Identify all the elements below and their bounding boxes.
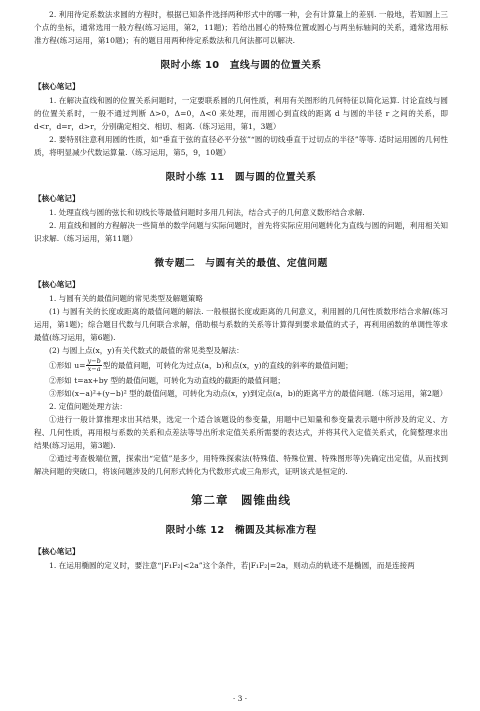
section11-paragraph-1: 1. 处理直线与圆的弦长和切线长等最值问题时多用几何法，结合式子的几何意义数形结合求解. xyxy=(49,208,365,217)
micro-topic-paragraph-3: (2) 与圆上点(x，y)有关代数式的最值的常见类型及解法： xyxy=(49,346,244,355)
page-content xyxy=(34,8,448,572)
fraction-numerator: y−b xyxy=(87,357,101,365)
paragraph-intro: 2. 利用待定系数法求圆的方程时，根据已知条件选择两种形式中的哪一种，会有计算量上的差别. 一般地，若知圆上三个点的坐标，通常选用一般方程(练习运用，第2，11题)；若给出圆心的特殊位置或圆心与两坐标轴间的关系，通常选用标准方程(练习运用，第10题)；有的题目用两种待定系数法和几何法都可以解决. xyxy=(34,10,448,45)
micro-topic-title: 微专题二 与圆有关的最值、定值问题 xyxy=(154,258,328,269)
formula-slope-type xyxy=(34,357,448,374)
micro-topic-paragraph-1: 1. 与圆有关的最值问题的常见类型及解题策略 xyxy=(49,294,203,303)
formula-intercept-type: ②形如 t=ax+by 型的最值问题，可转化为动直线的截距的最值问题； xyxy=(49,376,286,385)
core-note-label: 【核心笔记】 xyxy=(34,82,80,91)
section-title-10: 限时小练 10 直线与圆的位置关系 xyxy=(160,60,322,71)
micro-topic-paragraph-5: ①进行一般计算推理求出其结果，选定一个适合该题设的参变量，用题中已知量和参变量表示题中所涉及的定义、方程、几何性质，再用根与系数的关系和点差法等导出所求定值关系所需要的表达式，并将其代入定值关系式，化简整理求出结果(练习运用，第3题). xyxy=(34,415,448,450)
section-title-12: 限时小练 12 椭圆及其标准方程 xyxy=(165,525,317,536)
fraction xyxy=(86,358,101,373)
formula-suffix: 型的最值问题，可转化为过点(a，b)和点(x，y)的直线的斜率的最值问题； xyxy=(102,361,353,370)
page-number: · 3 · xyxy=(232,694,248,703)
core-note-label: 【核心笔记】 xyxy=(34,194,80,203)
chapter-title: 第二章 圆锥曲线 xyxy=(191,493,291,507)
section10-paragraph-1: 1. 在解决直线和圆的位置关系问题时，一定要联系圆的几何性质，利用有关图形的几何特征以简化运算. 讨论直线与圆的位置关系时，一般不通过判断 Δ>0，Δ=0，Δ<0 来处理，而用圆心到直线的距离 d 与圆的半径 r 之间的关系，即 d<r，d=r，d>r，分别确定相交、相切、相离.（练习运用，第1，3题） xyxy=(34,96,448,131)
core-note-label: 【核心笔记】 xyxy=(34,547,80,556)
fraction-denominator: x−a xyxy=(87,365,101,373)
micro-topic-paragraph-2: (1) 与圆有关的长度或距离的最值问题的解法. 一般根据长度或距离的几何意义，利用圆的几何性质数形结合求解(练习运用，第1题)；综合题目代数与几何联合求解，借助根与系数的关系等计算得到要求最值的式子，再利用函数的单调性等求最值(练习运用，第6题). xyxy=(34,307,448,342)
micro-topic-paragraph-6: ②通过考查极端位置，探索出“定值”是多少，用特殊探索法(特殊值、特殊位置、特殊图形等)先确定出定值，从而找到解决问题的突破口，将该问题涉及的几何形式转化为代数形式或三角形式，证明该式是恒定的. xyxy=(34,454,448,476)
section10-paragraph-2: 2. 要特别注意利用圆的性质，如“垂直于弦的直径必平分弦”“圆的切线垂直于过切点的半径”等等. 适时运用圆的几何性质，将明显减少代数运算量.（练习运用，第5，9，10题） xyxy=(34,135,448,157)
core-note-label: 【核心笔记】 xyxy=(34,280,80,289)
section11-paragraph-2: 2. 用直线和圆的方程解决一些简单的数学问题与实际问题时，首先将实际应用问题转化为直线与圆的问题，利用相关知识求解.（练习运用，第11题） xyxy=(34,221,448,243)
section12-paragraph-1: 1. 在运用椭圆的定义时，要注意“|F₁F₂|<2a”这个条件，若|F₁F₂|=2a，则动点的轨迹不是椭圆，而是连接两 xyxy=(49,561,415,570)
formula-prefix: ①形如 u= xyxy=(49,361,86,370)
micro-topic-paragraph-4: 2. 定值问题处理方法： xyxy=(49,402,128,411)
section-title-11: 限时小练 11 圆与圆的位置关系 xyxy=(165,172,317,183)
formula-distance-type: ③形如(x−a)²+(y−b)² 型的最值问题，可转化为动点(x，y)到定点(a，b)的距离平方的最值问题.（练习运用，第2题） xyxy=(49,389,448,398)
